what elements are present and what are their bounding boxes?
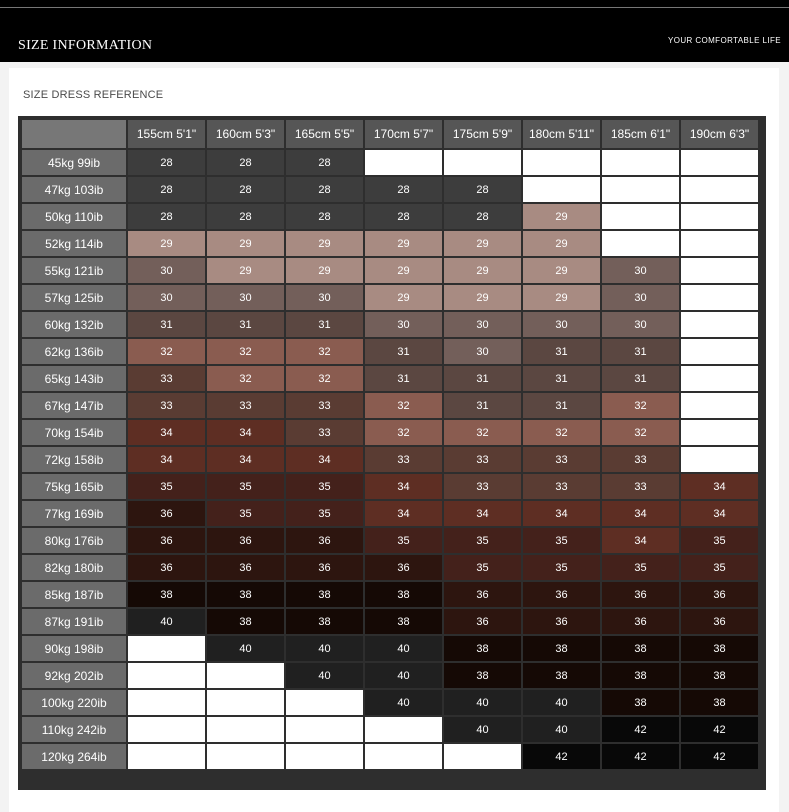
size-cell: 35 (286, 474, 363, 499)
table-row (22, 258, 758, 283)
size-cell: 28 (128, 204, 205, 229)
size-cell (365, 717, 442, 742)
size-cell: 31 (365, 339, 442, 364)
size-cell: 35 (444, 528, 521, 553)
size-cell: 30 (128, 285, 205, 310)
size-cell: 35 (128, 474, 205, 499)
size-cell: 31 (523, 366, 600, 391)
size-cell: 33 (444, 474, 521, 499)
size-cell: 34 (207, 420, 284, 445)
row-header: 77kg 169ib (22, 501, 126, 526)
size-cell (681, 231, 758, 256)
size-cell: 29 (286, 258, 363, 283)
row-header: 90kg 198ib (22, 636, 126, 661)
size-cell: 30 (602, 312, 679, 337)
size-cell (128, 690, 205, 715)
size-cell: 38 (602, 690, 679, 715)
size-cell: 33 (523, 474, 600, 499)
size-cell: 28 (207, 150, 284, 175)
table-body (22, 150, 758, 769)
size-cell (128, 717, 205, 742)
size-cell: 28 (444, 204, 521, 229)
size-cell (681, 285, 758, 310)
size-cell (681, 366, 758, 391)
size-cell: 29 (365, 258, 442, 283)
size-cell: 38 (207, 582, 284, 607)
table-row (22, 663, 758, 688)
size-cell: 38 (286, 582, 363, 607)
size-cell (681, 420, 758, 445)
size-cell: 31 (523, 393, 600, 418)
row-header: 120kg 264ib (22, 744, 126, 769)
size-cell (602, 177, 679, 202)
size-cell: 34 (681, 474, 758, 499)
size-cell: 40 (286, 663, 363, 688)
size-cell: 28 (207, 204, 284, 229)
row-header: 60kg 132ib (22, 312, 126, 337)
size-cell: 40 (128, 609, 205, 634)
size-cell (286, 744, 363, 769)
size-cell (444, 150, 521, 175)
size-cell: 30 (128, 258, 205, 283)
size-cell (681, 258, 758, 283)
size-cell (602, 231, 679, 256)
row-header: 75kg 165ib (22, 474, 126, 499)
row-header: 87kg 191ib (22, 609, 126, 634)
size-cell: 36 (681, 609, 758, 634)
size-cell: 31 (444, 393, 521, 418)
table-row (22, 528, 758, 553)
size-cell: 38 (128, 582, 205, 607)
size-cell: 31 (602, 339, 679, 364)
size-cell: 28 (365, 204, 442, 229)
size-cell: 29 (207, 258, 284, 283)
size-cell: 35 (444, 555, 521, 580)
size-cell: 42 (523, 744, 600, 769)
size-cell: 36 (681, 582, 758, 607)
table-row (22, 717, 758, 742)
size-cell (365, 150, 442, 175)
table-row (22, 555, 758, 580)
size-cell: 29 (365, 231, 442, 256)
size-cell: 30 (602, 285, 679, 310)
column-header: 170cm 5'7" (365, 120, 442, 148)
size-table (20, 118, 760, 771)
table-row (22, 366, 758, 391)
size-cell: 33 (128, 366, 205, 391)
size-cell: 40 (365, 690, 442, 715)
row-header: 100kg 220ib (22, 690, 126, 715)
size-cell: 28 (207, 177, 284, 202)
size-cell: 33 (207, 393, 284, 418)
size-cell: 38 (286, 609, 363, 634)
size-cell: 34 (681, 501, 758, 526)
size-cell: 32 (365, 420, 442, 445)
row-header: 85kg 187ib (22, 582, 126, 607)
table-row (22, 150, 758, 175)
table-row (22, 177, 758, 202)
table-row (22, 420, 758, 445)
column-header: 190cm 6'3" (681, 120, 758, 148)
table-row (22, 231, 758, 256)
size-cell: 29 (207, 231, 284, 256)
size-cell: 31 (286, 312, 363, 337)
size-cell: 34 (207, 447, 284, 472)
size-cell: 31 (444, 366, 521, 391)
size-cell: 29 (523, 285, 600, 310)
size-cell (681, 204, 758, 229)
size-cell: 33 (602, 474, 679, 499)
size-cell: 29 (128, 231, 205, 256)
size-cell: 40 (365, 663, 442, 688)
row-header: 52kg 114ib (22, 231, 126, 256)
size-cell: 32 (286, 366, 363, 391)
size-cell: 38 (602, 636, 679, 661)
size-cell: 36 (128, 555, 205, 580)
size-cell: 42 (602, 717, 679, 742)
size-cell (602, 150, 679, 175)
size-cell: 40 (207, 636, 284, 661)
row-header: 80kg 176ib (22, 528, 126, 553)
size-cell: 35 (207, 501, 284, 526)
size-cell: 32 (128, 339, 205, 364)
table-header-row (22, 120, 758, 148)
row-header: 67kg 147ib (22, 393, 126, 418)
size-cell: 42 (681, 744, 758, 769)
table-row (22, 339, 758, 364)
table-row (22, 474, 758, 499)
size-cell: 35 (602, 555, 679, 580)
column-header: 180cm 5'11" (523, 120, 600, 148)
size-cell: 33 (523, 447, 600, 472)
table-row (22, 204, 758, 229)
size-cell: 40 (444, 717, 521, 742)
size-chart (18, 116, 766, 790)
size-cell: 34 (444, 501, 521, 526)
size-cell: 36 (207, 528, 284, 553)
size-cell: 36 (602, 609, 679, 634)
size-cell: 38 (681, 663, 758, 688)
size-cell (681, 150, 758, 175)
size-cell: 30 (207, 285, 284, 310)
size-cell: 30 (523, 312, 600, 337)
size-cell: 36 (286, 528, 363, 553)
size-cell: 35 (681, 528, 758, 553)
size-cell: 29 (523, 231, 600, 256)
row-header: 50kg 110ib (22, 204, 126, 229)
size-cell: 34 (365, 474, 442, 499)
size-cell: 38 (523, 636, 600, 661)
size-cell (286, 690, 363, 715)
size-cell: 29 (523, 258, 600, 283)
size-cell: 35 (681, 555, 758, 580)
row-header: 55kg 121ib (22, 258, 126, 283)
size-cell: 29 (523, 204, 600, 229)
size-cell: 32 (444, 420, 521, 445)
size-cell: 35 (286, 501, 363, 526)
size-cell: 32 (207, 339, 284, 364)
column-header: 165cm 5'5" (286, 120, 363, 148)
size-cell: 33 (444, 447, 521, 472)
size-cell: 32 (602, 393, 679, 418)
size-cell: 40 (444, 690, 521, 715)
row-header: 47kg 103ib (22, 177, 126, 202)
size-cell: 32 (602, 420, 679, 445)
size-cell: 36 (128, 528, 205, 553)
size-cell: 33 (128, 393, 205, 418)
size-cell: 31 (207, 312, 284, 337)
row-header: 65kg 143ib (22, 366, 126, 391)
row-header: 45kg 99ib (22, 150, 126, 175)
size-cell (444, 744, 521, 769)
size-cell (128, 636, 205, 661)
size-cell: 33 (365, 447, 442, 472)
size-cell: 31 (523, 339, 600, 364)
size-cell: 28 (365, 177, 442, 202)
row-header: 70kg 154ib (22, 420, 126, 445)
size-cell: 36 (207, 555, 284, 580)
size-cell (128, 663, 205, 688)
size-cell (681, 393, 758, 418)
size-cell: 36 (444, 609, 521, 634)
size-cell (681, 177, 758, 202)
table-row (22, 285, 758, 310)
column-header: 185cm 6'1" (602, 120, 679, 148)
size-cell: 38 (444, 663, 521, 688)
table-corner-cell (22, 120, 126, 148)
size-cell: 40 (523, 717, 600, 742)
page-title: SIZE INFORMATION (18, 38, 153, 53)
size-cell: 38 (365, 582, 442, 607)
size-cell: 36 (523, 582, 600, 607)
size-cell: 31 (128, 312, 205, 337)
size-cell (207, 744, 284, 769)
size-cell (681, 312, 758, 337)
size-cell: 40 (365, 636, 442, 661)
size-cell: 38 (602, 663, 679, 688)
size-cell (286, 717, 363, 742)
size-cell: 30 (365, 312, 442, 337)
size-cell (523, 177, 600, 202)
size-cell (128, 744, 205, 769)
table-row (22, 609, 758, 634)
size-cell: 35 (523, 555, 600, 580)
size-cell: 36 (128, 501, 205, 526)
size-cell (681, 339, 758, 364)
size-cell: 35 (207, 474, 284, 499)
size-cell: 33 (602, 447, 679, 472)
header-bar (0, 0, 789, 62)
size-cell: 30 (286, 285, 363, 310)
row-header: 110kg 242ib (22, 717, 126, 742)
size-cell: 30 (444, 339, 521, 364)
size-cell: 42 (681, 717, 758, 742)
size-cell (207, 663, 284, 688)
size-cell: 32 (286, 339, 363, 364)
tagline: YOUR COMFORTABLE LIFE (667, 36, 781, 45)
row-header: 57kg 125ib (22, 285, 126, 310)
size-cell: 38 (444, 636, 521, 661)
table-row (22, 393, 758, 418)
size-cell: 28 (286, 204, 363, 229)
table-row (22, 636, 758, 661)
column-header: 155cm 5'1" (128, 120, 205, 148)
size-cell: 34 (365, 501, 442, 526)
size-cell (207, 690, 284, 715)
size-cell: 36 (523, 609, 600, 634)
size-cell: 34 (128, 420, 205, 445)
row-header: 92kg 202ib (22, 663, 126, 688)
size-cell: 36 (602, 582, 679, 607)
column-header: 160cm 5'3" (207, 120, 284, 148)
column-header: 175cm 5'9" (444, 120, 521, 148)
size-cell: 38 (681, 636, 758, 661)
size-cell: 28 (128, 177, 205, 202)
section-subtitle: SIZE DRESS REFERENCE (23, 89, 164, 101)
size-cell (365, 744, 442, 769)
table-row (22, 744, 758, 769)
size-cell: 40 (286, 636, 363, 661)
size-cell: 29 (286, 231, 363, 256)
size-cell: 34 (128, 447, 205, 472)
size-cell: 30 (602, 258, 679, 283)
table-row (22, 501, 758, 526)
size-cell (681, 447, 758, 472)
size-cell: 34 (286, 447, 363, 472)
size-cell: 28 (286, 150, 363, 175)
size-cell: 38 (207, 609, 284, 634)
row-header: 72kg 158ib (22, 447, 126, 472)
size-cell: 35 (523, 528, 600, 553)
size-cell: 34 (602, 501, 679, 526)
size-cell (207, 717, 284, 742)
size-cell: 36 (444, 582, 521, 607)
size-cell: 28 (444, 177, 521, 202)
size-cell: 29 (444, 285, 521, 310)
table-row (22, 312, 758, 337)
size-cell: 40 (523, 690, 600, 715)
size-cell (523, 150, 600, 175)
size-cell: 33 (286, 420, 363, 445)
row-header: 82kg 180ib (22, 555, 126, 580)
size-cell: 38 (681, 690, 758, 715)
size-cell: 38 (365, 609, 442, 634)
size-cell: 32 (523, 420, 600, 445)
size-cell: 38 (523, 663, 600, 688)
size-cell: 34 (602, 528, 679, 553)
size-cell: 34 (523, 501, 600, 526)
size-cell: 28 (286, 177, 363, 202)
table-row (22, 690, 758, 715)
size-cell (602, 204, 679, 229)
size-cell: 36 (286, 555, 363, 580)
row-header: 62kg 136ib (22, 339, 126, 364)
size-cell: 33 (286, 393, 363, 418)
header-divider (0, 7, 789, 8)
size-cell: 32 (207, 366, 284, 391)
size-cell: 30 (444, 312, 521, 337)
size-cell: 31 (602, 366, 679, 391)
size-cell: 28 (128, 150, 205, 175)
size-cell: 29 (444, 258, 521, 283)
size-cell: 29 (444, 231, 521, 256)
size-cell: 31 (365, 366, 442, 391)
size-cell: 32 (365, 393, 442, 418)
size-cell: 29 (365, 285, 442, 310)
table-row (22, 447, 758, 472)
size-cell: 42 (602, 744, 679, 769)
size-cell: 35 (365, 528, 442, 553)
size-cell: 36 (365, 555, 442, 580)
table-row (22, 582, 758, 607)
